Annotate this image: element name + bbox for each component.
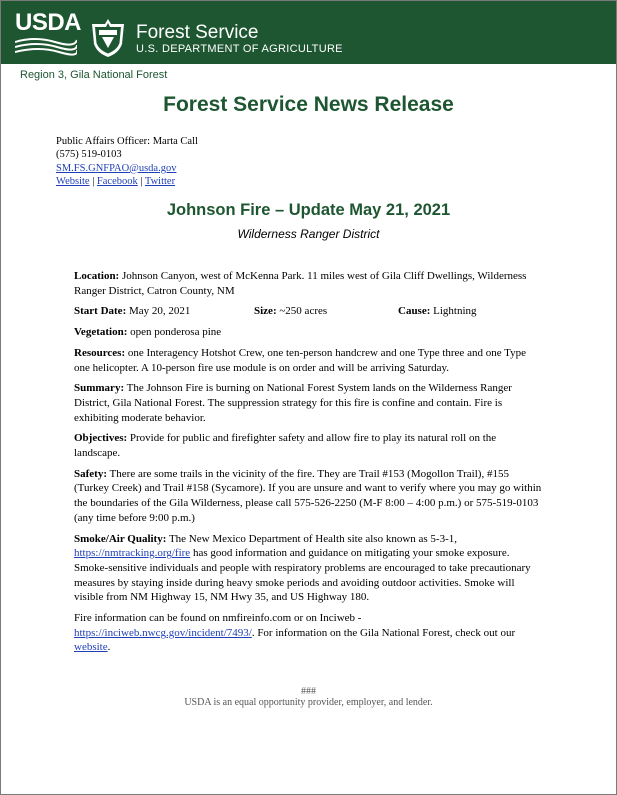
- agency-banner: [1, 1, 616, 64]
- link-separator: |: [92, 175, 95, 187]
- website-link[interactable]: Website: [56, 175, 90, 187]
- inciweb-link[interactable]: https://inciweb.nwcg.gov/incident/7493/: [74, 626, 252, 639]
- agency-name: Forest Service: [136, 22, 259, 43]
- safety-label: Safety:: [74, 467, 107, 480]
- summary-label: Summary:: [74, 382, 125, 395]
- smoke-label: Smoke/Air Quality:: [74, 532, 167, 545]
- facebook-link[interactable]: Facebook: [96, 175, 138, 187]
- vegetation-label: Vegetation:: [74, 326, 128, 339]
- gila-website-link[interactable]: website: [74, 641, 108, 654]
- fire-info-text-middle: . For information on the Gila National Forest, check out our: [251, 626, 516, 639]
- location-text: Johnson Canyon, west of McKenna Park. 11 miles west of Gila Cliff Dwellings, Wilderness Ranger District, Catron County, NM: [74, 270, 527, 297]
- objectives-paragraph: [74, 431, 544, 460]
- usda-logo: [15, 9, 82, 57]
- vegetation-value: open ponderosa pine: [127, 326, 222, 339]
- contact-email-link[interactable]: SM.FS.GNFPAO@usda.gov: [56, 162, 177, 174]
- nmtracking-link[interactable]: https://nmtracking.org/fire: [74, 547, 191, 560]
- contact-block: [56, 135, 198, 188]
- start-date-label: Start Date:: [74, 305, 127, 318]
- cause-value: Lightning: [430, 305, 477, 318]
- resources-paragraph: [74, 346, 544, 375]
- safety-text: There are some trails in the vicinity of the fire. They are Trail #153 (Mogollon Trail), #155 (Turkey Creek) and Trail #158 (Sycamore). If you are unsure and want to verify where you may go within the boundaries of the Gila Wilderness, please call 575-526-2250 (M-F 8:00 – 4:00 p.m.) or 575-519-0103 (any time before 9:00 p.m.): [74, 467, 542, 524]
- region-line: Region 3, Gila National Forest: [20, 69, 168, 81]
- fire-info-text-end: .: [107, 641, 111, 654]
- resources-label: Resources:: [74, 346, 126, 359]
- summary-text: The Johnson Fire is burning on National Forest System lands on the Wilderness Ranger District, Gila National Forest. The suppression strategy for this fire is confine and contain. Fire is exhibiting moderate behavior.: [74, 382, 512, 424]
- smoke-paragraph: [74, 532, 544, 606]
- cause-label: Cause:: [398, 305, 431, 318]
- release-title: Forest Service News Release: [163, 93, 454, 116]
- resources-text: one Interagency Hotshot Crew, one ten-person handcrew and one Type three and one Type one helicopter. A 10-person fire use module is on order and will be arriving Saturday.: [74, 346, 526, 374]
- usda-swoosh-icon: [15, 36, 77, 56]
- size-label: Size:: [254, 305, 277, 318]
- link-separator: |: [140, 175, 143, 187]
- fire-stats-row: [74, 304, 544, 319]
- fire-info-paragraph: [74, 611, 544, 655]
- fire-update-headline: Johnson Fire – Update May 21, 2021: [166, 201, 451, 219]
- smoke-text-after: has good information and guidance on mitigating your smoke exposure. Smoke-sensitive individuals and people with respiratory problems are encouraged to take precautionary measures by staying inside during heavy smoke periods and avoiding outdoor activities. Smoke will visible from NM Highway 15, NM Hwy 35, and US Highway 180.: [74, 547, 531, 604]
- end-marker: ###: [301, 686, 316, 697]
- usda-logo-text: USDA: [15, 9, 82, 36]
- social-links: [56, 175, 198, 188]
- equal-opportunity-statement: USDA is an equal opportunity provider, employer, and lender.: [184, 697, 433, 708]
- objectives-text: Provide for public and firefighter safety and allow fire to play its natural roll on the landscape.: [74, 432, 497, 460]
- twitter-link[interactable]: Twitter: [144, 175, 176, 187]
- summary-paragraph: [74, 381, 544, 425]
- department-name: U.S. DEPARTMENT OF AGRICULTURE: [136, 43, 343, 55]
- smoke-text-before: The New Mexico Department of Health site also known as 5-3-1,: [166, 532, 457, 545]
- public-affairs-officer: Public Affairs Officer: Marta Call: [56, 136, 198, 147]
- district-name: Wilderness Ranger District: [237, 227, 380, 241]
- size-value: ~250 acres: [276, 305, 328, 318]
- objectives-label: Objectives:: [74, 432, 128, 445]
- forest-service-shield-icon: [91, 18, 125, 58]
- safety-paragraph: [74, 467, 544, 526]
- location-paragraph: [74, 269, 544, 298]
- location-label: Location:: [74, 270, 120, 282]
- contact-phone: (575) 519-0103: [56, 149, 122, 161]
- fire-info-text-before: Fire information can be found on nmfireinfo.com or on Inciweb -: [74, 612, 362, 625]
- release-body: [74, 269, 544, 661]
- vegetation-paragraph: [74, 325, 544, 340]
- start-date-value: May 20, 2021: [126, 305, 191, 318]
